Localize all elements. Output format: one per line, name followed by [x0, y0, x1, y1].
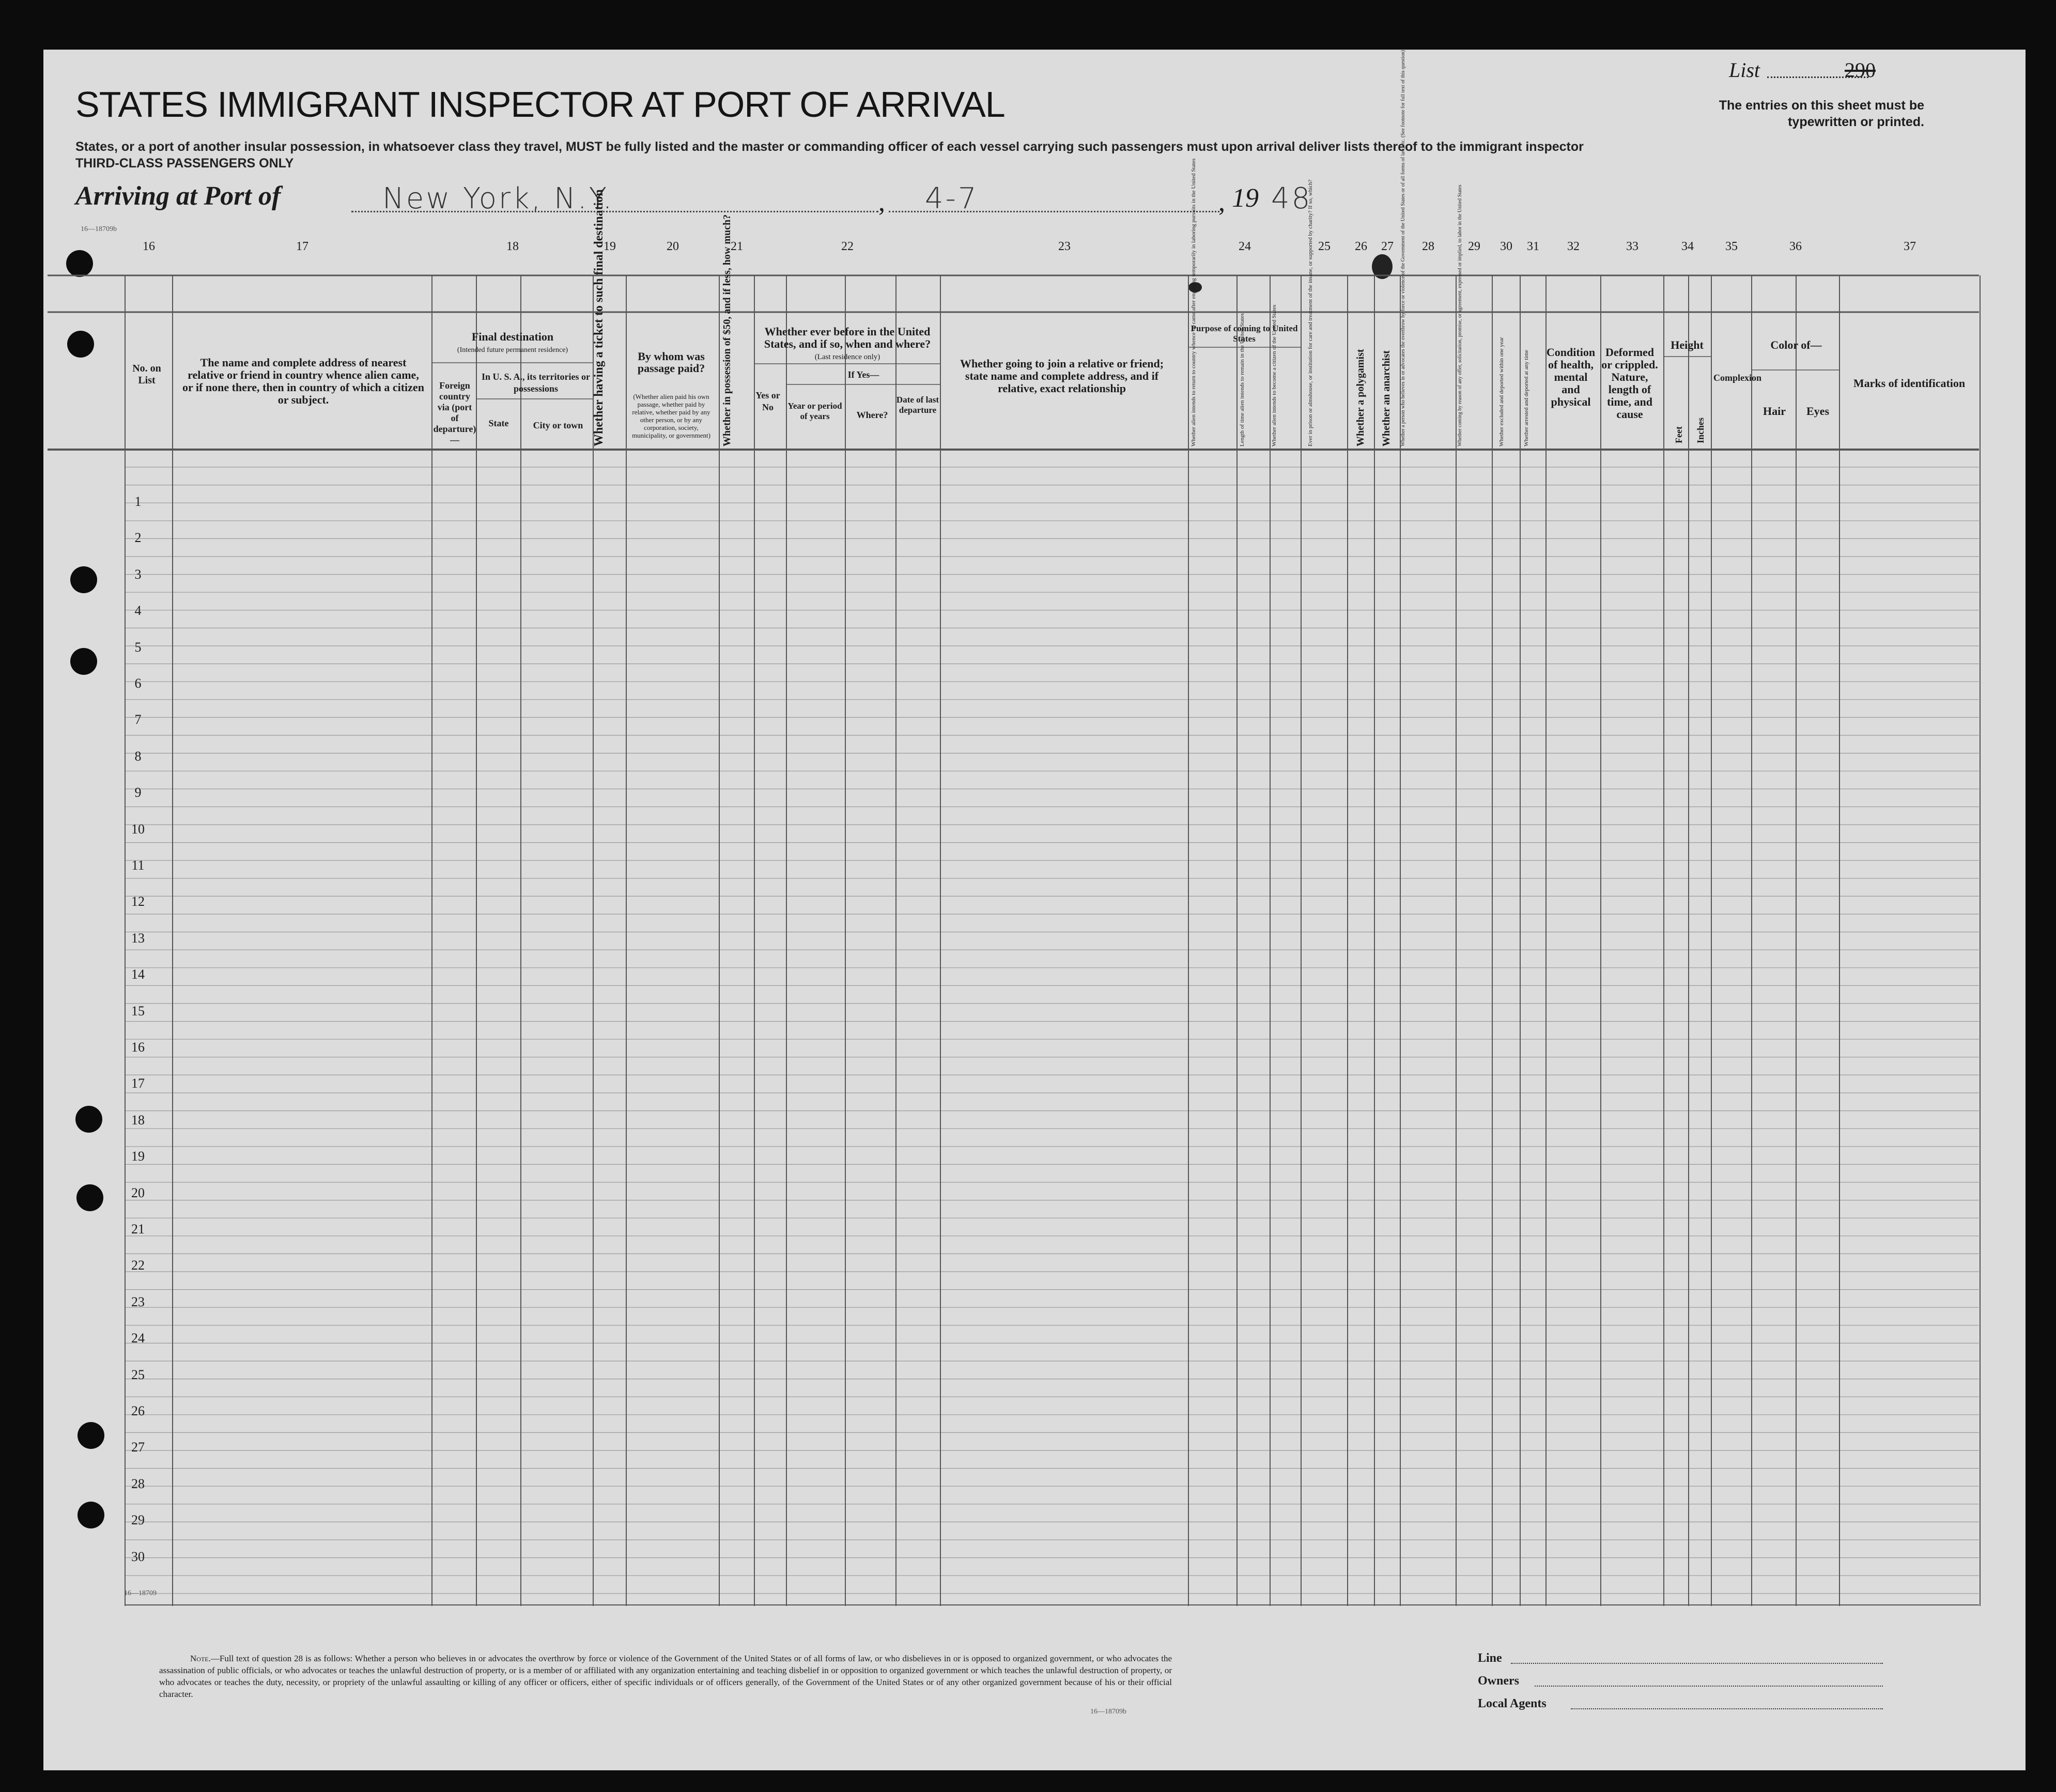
footnote-form-number: 16—18709b: [1090, 1708, 1126, 1716]
row-number: 21: [131, 1222, 145, 1237]
footnote-label: Note.: [190, 1654, 211, 1663]
row-number: 14: [131, 967, 145, 982]
header-fifty-dollars: Whether in possession of $50, and if less, how much?: [721, 214, 733, 446]
column-number: 34: [1681, 240, 1694, 253]
row-number: 4: [134, 603, 142, 619]
header-in-usa: In U. S. A., its territories or possessions: [482, 372, 590, 394]
row-number: 13: [131, 930, 145, 946]
list-number: 290: [1845, 58, 1876, 82]
row-number: 30: [131, 1549, 145, 1564]
row-number: 17: [131, 1076, 145, 1091]
row-number: 19: [131, 1149, 145, 1164]
header-prison: Ever in prison or almshouse, or institution for care and treatment of the insane, or supported by charity? If so, which?: [1307, 179, 1313, 446]
row-number: 24: [131, 1331, 145, 1346]
row-number: 15: [131, 1003, 145, 1018]
header-height: Height: [1671, 338, 1704, 351]
row-number: 22: [131, 1258, 145, 1273]
row-number: 5: [134, 639, 142, 655]
row-number: 16: [131, 1040, 145, 1055]
column-number: 29: [1468, 240, 1480, 253]
owners-label: Owners: [1478, 1674, 1519, 1688]
column-number: 17: [296, 240, 308, 253]
header-excluded: Whether excluded and deported within one year: [1498, 337, 1505, 446]
line-field: [1511, 1663, 1883, 1664]
form-number: 16—18709b: [81, 225, 117, 233]
header-ticket: Whether having a ticket to such final destination: [592, 189, 606, 446]
row-number: 20: [131, 1185, 145, 1200]
comma: ,: [1218, 188, 1225, 217]
header-marks: Marks of identification: [1853, 377, 1966, 390]
form-number: 16—18709: [124, 1589, 157, 1597]
header-purpose: Purpose of coming to United States: [1191, 323, 1298, 344]
arriving-port: New York, N.Y.: [382, 182, 614, 215]
row-number: 29: [131, 1512, 145, 1528]
header-color: Color of—: [1770, 338, 1822, 351]
agents-label: Local Agents: [1478, 1697, 1547, 1710]
header-final-destination: Final destination: [471, 330, 554, 343]
header-health: Condition of health, mental and physical: [1546, 346, 1596, 408]
owners-field: [1535, 1686, 1883, 1687]
line-label: Line: [1478, 1651, 1502, 1665]
year-value: 48: [1271, 182, 1312, 215]
header-where: Where?: [856, 410, 888, 420]
header-before-note: (Last residence only): [814, 353, 880, 361]
column-number: 19: [604, 240, 616, 253]
passenger-class: THIRD-CLASS PASSENGERS ONLY: [75, 156, 294, 171]
row-number: 12: [131, 894, 145, 909]
column-number: 36: [1789, 240, 1802, 253]
row-number: 11: [131, 858, 145, 873]
agents-field: [1571, 1708, 1883, 1709]
header-yes-no: Yes or No: [755, 390, 780, 412]
row-number: 3: [134, 566, 142, 582]
row-number: 18: [131, 1112, 145, 1127]
header-anarchist: Whether an anarchist: [1381, 350, 1392, 446]
header-inches: Inches: [1695, 417, 1706, 443]
header-join-relative: Whether going to join a relative or friend; state name and complete address, and if relative, exact relationship: [960, 357, 1164, 395]
header-foreign-country: Foreign country via (port of departure)—: [433, 380, 476, 445]
column-number: 23: [1058, 240, 1071, 253]
header-last-departure: Date of last departure: [896, 395, 939, 415]
header-city: City or town: [533, 420, 583, 430]
footnote-text: —Full text of question 28 is as follows: Whether a person who believes in or advocates the overthrow by force or violence of the Government of the United States or of all forms of law, or who disbelieves in or is opposed to organized government, or who advocates the assassination of public officials, or who advocates or teaches the unlawful destruction of property, or is a member of or affiliated with any organization entertaining and teaching disbelief in or opposition to organized government or which teaches the unlawful destruction of property, or who advocates or teaches the duty, necessity, or propriety of the unlawful assaulting or killing of any officer or officers, either of specific individuals or of officers generally, of the Government of the United States or of any other organized government because of his or their official character.: [159, 1654, 1172, 1699]
year-label: 19: [1232, 183, 1259, 213]
header-final-destination-note: (Intended future permanent residence): [457, 346, 568, 354]
column-number: 22: [841, 240, 854, 253]
header-q28: Whether a person who believes in or advocates the overthrow by force or violence of the Government of the United States or of all forms of law, etc. (See footnote for full text of this question): [1400, 50, 1406, 446]
header-passage-paid: By whom was passage paid?: [637, 350, 705, 375]
header-before-in-us: Whether ever before in the United States, and if so, when and where?: [764, 325, 931, 350]
column-number: 25: [1318, 240, 1331, 253]
column-number: 32: [1567, 240, 1580, 253]
column-number: 21: [731, 240, 743, 253]
header-purpose-citizen: Whether alien intends to become a citizen of the United States: [1271, 304, 1277, 446]
list-label: List: [1729, 58, 1760, 82]
header-arrested: Whether arrested and deported at any time: [1523, 350, 1529, 446]
row-number: 6: [134, 676, 142, 691]
row-number: 27: [131, 1440, 145, 1455]
row-number: 28: [131, 1476, 145, 1491]
column-number: 20: [667, 240, 679, 253]
subtitle: States, or a port of another insular possession, in whatsoever class they travel, MUST be fully listed and the master or commanding officer of each vessel carrying such passengers must upon arrival deliver lists thereof to the immigrant inspector: [75, 140, 1584, 154]
header-complexion: Complexion: [1713, 373, 1762, 383]
row-number: 2: [134, 530, 142, 546]
header-labor-offer: Whether coming by reason of any offer, solicitation, promise, or agreement, expressed or implied, to labor in the United States: [1457, 184, 1463, 446]
column-number: 26: [1355, 240, 1367, 253]
column-number: 33: [1626, 240, 1638, 253]
row-number: 10: [131, 821, 145, 837]
column-number: 24: [1239, 240, 1251, 253]
row-number: 1: [134, 494, 142, 509]
header-polygamist: Whether a polygamist: [1355, 349, 1366, 446]
header-state: State: [488, 418, 509, 428]
row-number: 26: [131, 1403, 145, 1418]
header-no-on-list: No. on List: [132, 363, 161, 386]
header-if-yes: If Yes—: [847, 369, 879, 380]
column-number: 27: [1381, 240, 1394, 253]
row-number: 25: [131, 1367, 145, 1382]
column-number: 16: [143, 240, 155, 253]
footnote: [159, 1652, 1172, 1700]
column-number: 37: [1904, 240, 1916, 253]
header-passage-note: (Whether alien paid his own passage, whether paid by relative, whether paid by any other person, or by any corporation, society, municipality, or government): [632, 393, 710, 439]
column-number: 35: [1725, 240, 1738, 253]
column-number: 28: [1422, 240, 1434, 253]
column-number: 18: [506, 240, 519, 253]
arriving-label: Arriving at Port of: [75, 181, 281, 211]
header-feet: Feet: [1674, 426, 1684, 443]
header-hair: Hair: [1763, 405, 1786, 418]
header-year-period: Year or period of years: [787, 401, 842, 421]
page-title: STATES IMMIGRANT INSPECTOR AT PORT OF ARRIVAL: [75, 84, 1005, 125]
row-number: 7: [134, 712, 142, 728]
header-purpose-length: Length of time alien intends to remain in the United States: [1239, 313, 1245, 446]
row-number: 8: [134, 748, 142, 764]
column-number: 30: [1500, 240, 1512, 253]
header-eyes: Eyes: [1806, 405, 1829, 418]
header-nearest-relative: The name and complete address of nearest relative or friend in country whence alien came, or if none there, then in country of which a citizen or subject.: [182, 356, 424, 406]
header-deformed: Deformed or crippled. Nature, length of time, and cause: [1601, 346, 1658, 421]
header-purpose-return: Whether alien intends to return to country whence he came after engaging temporarily in laboring pursuits in the United States: [1191, 158, 1197, 446]
row-number: 9: [134, 785, 142, 800]
arriving-date: 4-7: [925, 182, 979, 215]
row-number: 23: [131, 1294, 145, 1309]
list-note: The entries on this sheet must be typewritten or printed.: [1719, 98, 1924, 129]
column-number: 31: [1527, 240, 1539, 253]
comma: ,: [878, 188, 885, 217]
